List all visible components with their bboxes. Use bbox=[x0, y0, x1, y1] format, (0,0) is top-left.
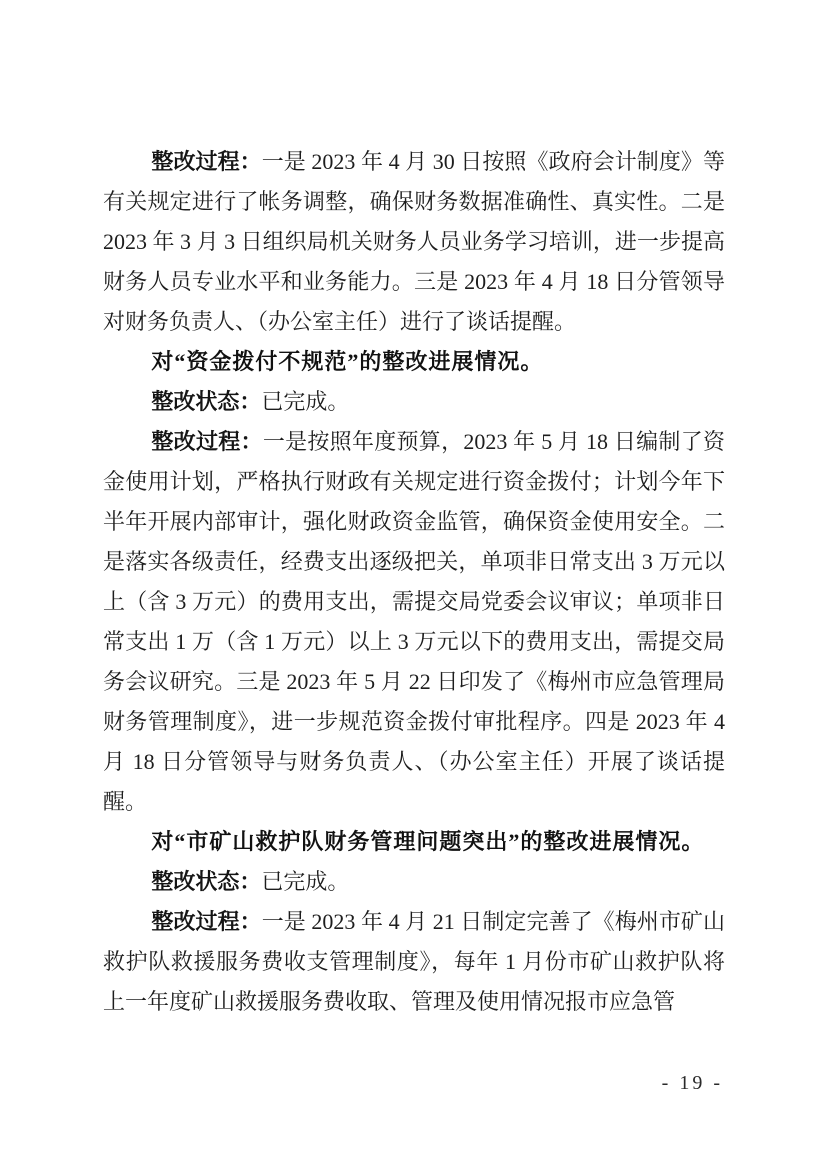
paragraph-rectification-status-2 bbox=[103, 862, 725, 902]
paragraph-1-text: 一是 2023 年 4 月 30 日按照《政府会计制度》等有关规定进行了帐务调整，确保财务数据准确性、真实性。二是 2023 年 3 月 3 日组织局机关财务人员业务学习培训，进一步提高财务人员专业水平和业务能力。三是 2023 年 4 月 18 日分管领导对财务负责人、（办公室主任）进行了谈话提醒。 bbox=[103, 149, 725, 334]
paragraph-2-text: 已完成。 bbox=[261, 389, 350, 414]
page-number: - 19 - bbox=[661, 1072, 723, 1094]
paragraph-2-label: 整改状态： bbox=[151, 389, 262, 414]
document-body bbox=[103, 142, 725, 1022]
paragraph-4-text: 已完成。 bbox=[261, 869, 350, 894]
paragraph-3-label: 整改过程： bbox=[151, 429, 263, 454]
paragraph-4-label: 整改状态： bbox=[151, 869, 262, 894]
paragraph-1-label: 整改过程： bbox=[151, 149, 262, 174]
paragraph-3-text: 一是按照年度预算，2023 年 5 月 18 日编制了资金使用计划，严格执行财政有关规定进行资金拨付；计划今年下半年开展内部审计，强化财政资金监管，确保资金使用安全。二是落实各级责任，经费支出逐级把关，单项非日常支出 3 万元以上（含 3 万元）的费用支出，需提交局党委会议审议；单项非日常支出 1 万（含 1 万元）以上 3 万元以下的费用支出，需提交局务会议研究。三是 2023 年 5 月 22 日印发了《梅州市应急管理局财务管理制度》，进一步规范资金拨付审批程序。四是 2023 年 4 月 18 日分管领导与财务负责人、（办公室主任）开展了谈话提醒。 bbox=[103, 429, 725, 814]
paragraph-rectification-process-2 bbox=[103, 422, 725, 822]
paragraph-rectification-status-1 bbox=[103, 382, 725, 422]
paragraph-5-label: 整改过程： bbox=[151, 909, 262, 934]
section-heading-funds-disbursement: 对“资金拨付不规范”的整改进展情况。 bbox=[151, 349, 544, 374]
section-heading-mine-rescue-team: 对“市矿山救护队财务管理问题突出”的整改进展情况。 bbox=[151, 829, 705, 854]
paragraph-rectification-process-1 bbox=[103, 142, 725, 342]
paragraph-5-text: 一是 2023 年 4 月 21 日制定完善了《梅州市矿山救护队救援服务费收支管理制度》，每年 1 月份市矿山救护队将上一年度矿山救援服务费收取、管理及使用情况报市应急管 bbox=[103, 909, 725, 1014]
paragraph-rectification-process-3 bbox=[103, 902, 725, 1022]
